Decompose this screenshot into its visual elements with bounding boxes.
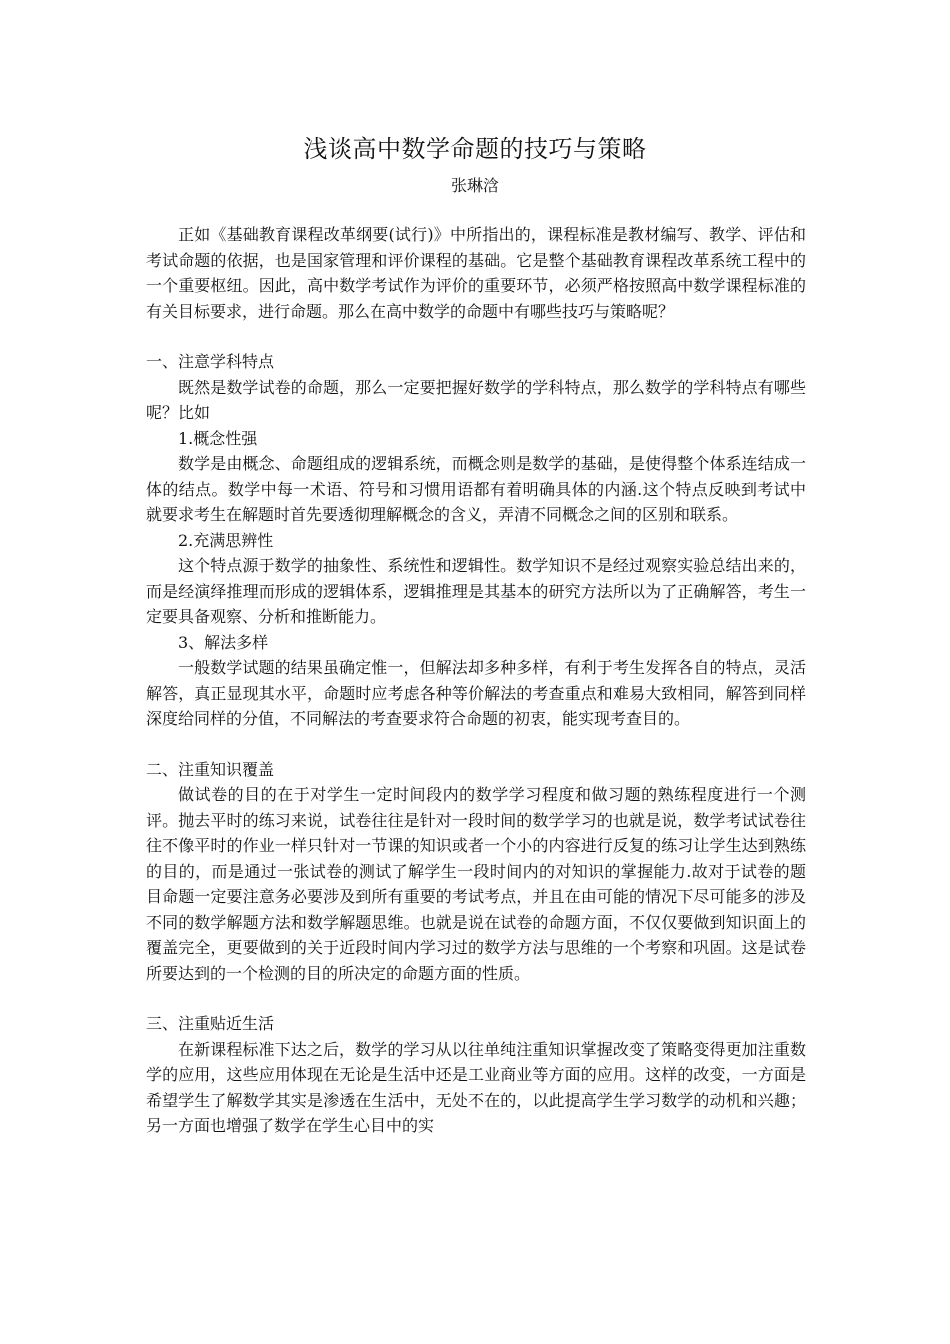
section-1-item-1-text: 数学是由概念、命题组成的逻辑系统，而概念则是数学的基础，是使得整个体系连结成一体的结点。数学中每一术语、符号和习惯用语都有着明确具体的内涵.这个特点反映到考试中就要求考生在解题时首先要透彻理解概念的含义，弄清不同概念之间的区别和联系。	[146, 454, 806, 524]
page-title: 浅谈高中数学命题的技巧与策略	[303, 135, 647, 163]
section-3-paragraph: 在新课程标准下达之后，数学的学习从以往单纯注重知识掌握改变了策略变得更加注重数学的应用，这些应用体现在无论是生活中还是工业商业等方面的应用。这样的改变，一方面是希望学生了解数学其实是渗透在生活中，无处不在的，以此提高学生学习数学的动机和兴趣；另一方面也增强了数学在学生心目中的实	[146, 1039, 806, 1135]
section-1-item-2-text: 这个特点源于数学的抽象性、系统性和逻辑性。数学知识不是经过观察实验总结出来的，而是经演绎推理而形成的逻辑体系，逻辑推理是其基本的研究方法所以为了正确解答，考生一定要具备观察、分析和推断能力。	[146, 556, 806, 626]
article-body	[146, 222, 806, 1139]
intro-paragraph: 正如《基础教育课程改革纲要(试行)》中所指出的，课程标准是教材编写、教学、评估和考试命题的依据，也是国家管理和评价课程的基础。它是整个基础教育课程改革系统工程中的一个重要枢纽。因此，高中数学考试作为评价的重要环节，必须严格按照高中数学课程标准的有关目标要求，进行命题。那么在高中数学的命题中有哪些技巧与策略呢？	[146, 225, 806, 321]
section-1-paragraph: 既然是数学试卷的命题，那么一定要把握好数学的学科特点，那么数学的学科特点有哪些呢？比如	[146, 377, 806, 422]
section-spacer	[146, 986, 806, 1011]
section-spacer	[146, 732, 806, 757]
section-spacer	[146, 324, 806, 349]
section-1-heading: 一、注意学科特点	[146, 352, 275, 371]
section-1-item-3-label: 3、解法多样	[178, 632, 269, 652]
section-1-item-3-text: 一般数学试题的结果虽确定惟一，但解法却多种多样，有利于考生发挥各自的特点，灵活解答，真正显现其水平，命题时应考虑各种等价解法的考查重点和难易大致相同，解答到同样深度给同样的分值，不同解法的考查要求符合命题的初衷，能实现考查目的。	[146, 658, 806, 728]
section-1-item-1-label: 1.概念性强	[178, 428, 258, 448]
section-1-item-2-label: 2.充满思辨性	[178, 530, 274, 550]
section-2-heading: 二、注重知识覆盖	[146, 759, 275, 779]
section-3-heading: 三、注重贴近生活	[146, 1014, 275, 1033]
section-2-paragraph: 做试卷的目的在于对学生一定时间段内的数学学习程度和做习题的熟练程度进行一个测评。抛去平时的练习来说，试卷往往是针对一段时间的数学学习的也就是说，数学考试试卷往往不像平时的作业一样只针对一节课的知识或者一个小的内容进行反复的练习让学生达到熟练的目的，而是通过一张试卷的测试了解学生一段时间内的对知识的掌握能力.故对于试卷的题目命题一定要注意务必要涉及到所有重要的考试考点，并且在由可能的情况下尽可能多的涉及不同的数学解题方法和数学解题思维。也就是说在试卷的命题方面，不仅仅要做到知识面上的覆盖完全，更要做到的关于近段时间内学习过的数学方法与思维的一个考察和巩固。这是试卷所要达到的一个检测的目的所决定的命题方面的性质。	[146, 785, 806, 983]
author-name: 张琳浛	[450, 176, 499, 195]
